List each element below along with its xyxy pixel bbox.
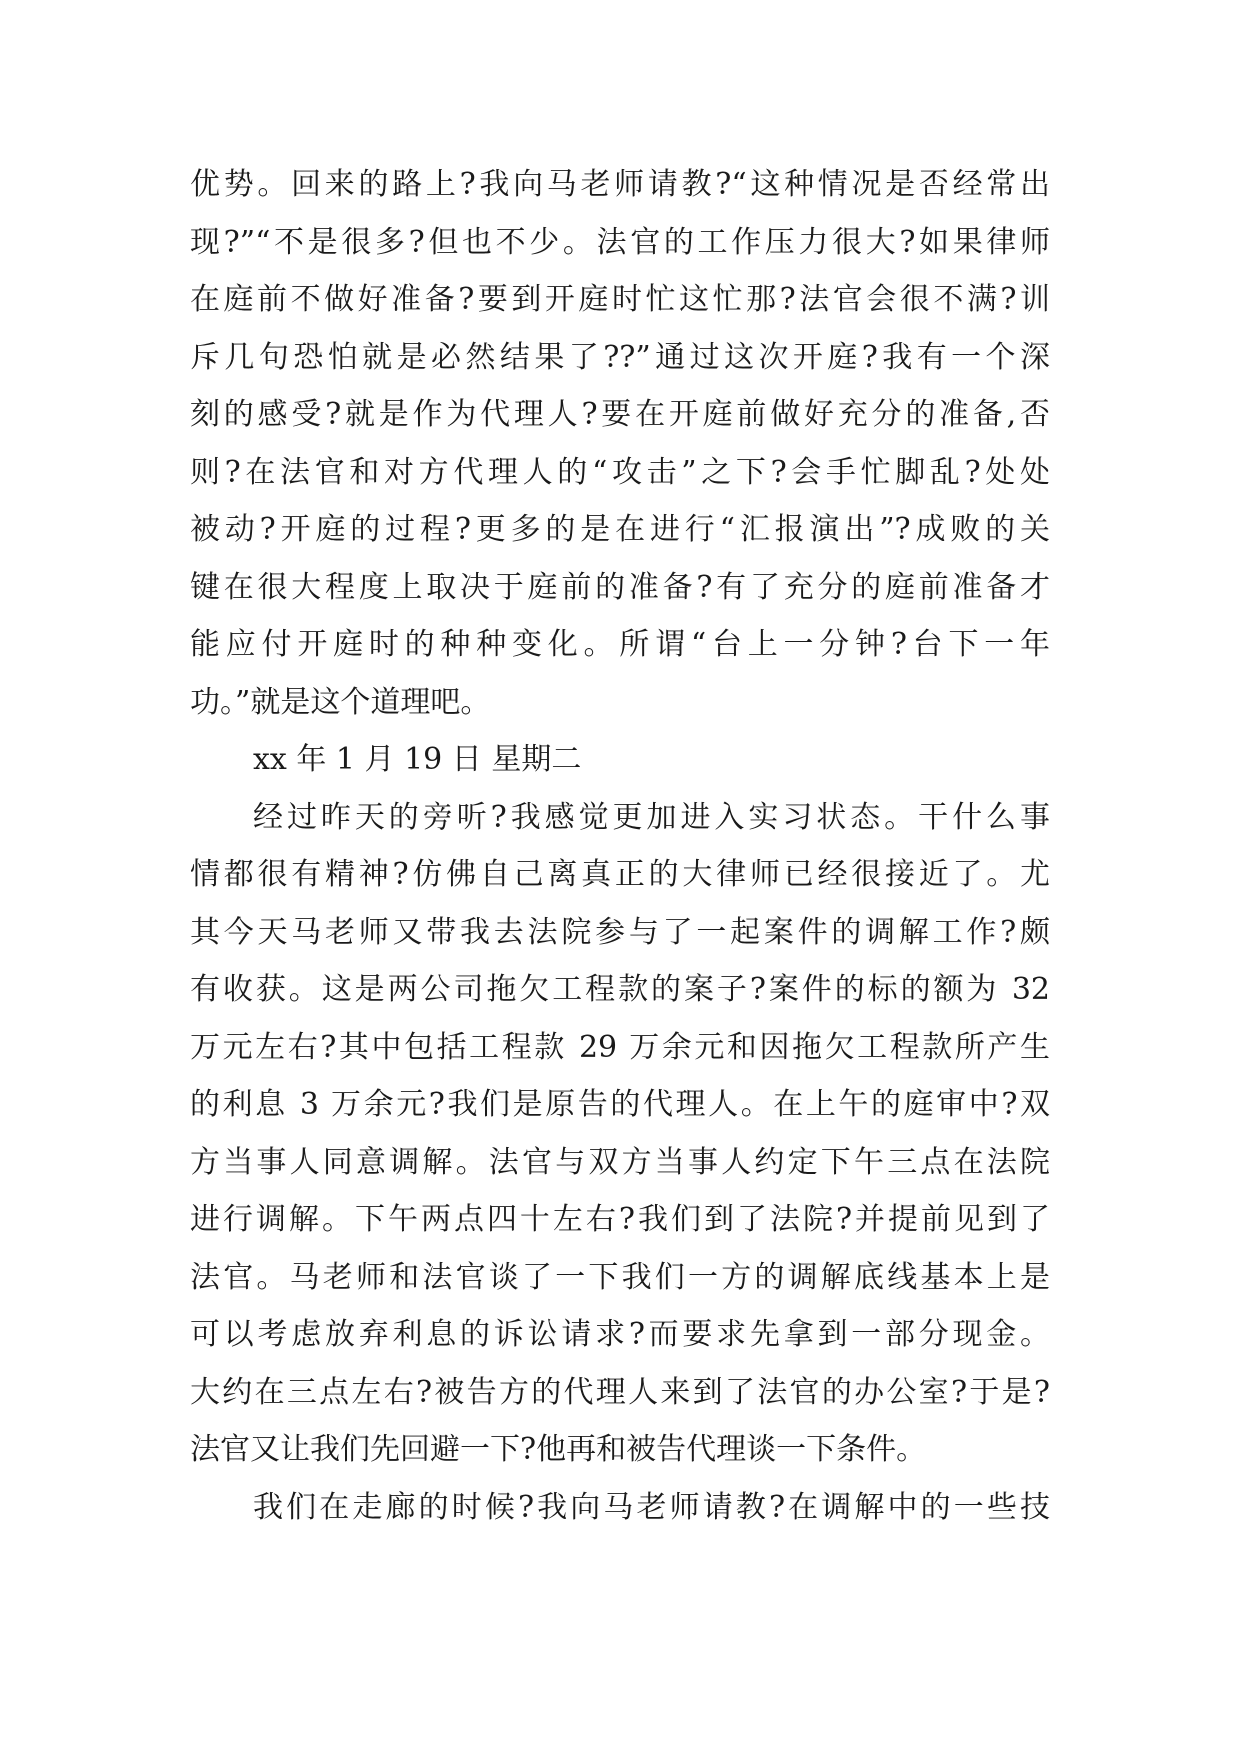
- document-body: [190, 156, 1050, 1536]
- text-line: 被动?开庭的过程?更多的是在进行“汇报演出”?成败的关: [190, 512, 1050, 547]
- text-line: 万元左右?其中包括工程款 29 万余元和因拖欠工程款所产生: [190, 1029, 1050, 1065]
- text-line: 可以考虑放弃利息的诉讼请求?而要求先拿到一部分现金。: [190, 1317, 1050, 1352]
- text-line: 在庭前不做好准备?要到开庭时忙这忙那?法官会很不满?训: [190, 282, 1050, 317]
- text-line: 情都很有精神?仿佛自己离真正的大律师已经很接近了。尤: [190, 857, 1050, 892]
- text-line: 进行调解。下午两点四十左右?我们到了法院?并提前见到了: [190, 1202, 1050, 1237]
- text-line: 大约在三点左右?被告方的代理人来到了法官的办公室?于是?: [190, 1374, 1050, 1410]
- text-line: 其今天马老师又带我去法院参与了一起案件的调解工作?颇: [190, 914, 1050, 950]
- text-line: 有收获。这是两公司拖欠工程款的案子?案件的标的额为 32: [190, 972, 1050, 1007]
- text-line: 功。”就是这个道理吧。: [190, 684, 491, 720]
- text-line: 方当事人同意调解。法官与双方当事人约定下午三点在法院: [190, 1144, 1050, 1180]
- text-line: 优势。回来的路上?我向马老师请教?“这种情况是否经常出: [190, 167, 1050, 202]
- text-line: 我们在走廊的时候?我向马老师请教?在调解中的一些技: [253, 1489, 1050, 1525]
- text-line: 现?”“不是很多?但也不少。法官的工作压力很大?如果律师: [190, 224, 1050, 260]
- text-line: 则?在法官和对方代理人的“攻击”之下?会手忙脚乱?处处: [190, 454, 1050, 490]
- text-line: 经过昨天的旁听?我感觉更加进入实习状态。干什么事: [253, 799, 1050, 835]
- text-line: 刻的感受?就是作为代理人?要在开庭前做好充分的准备,否: [190, 397, 1050, 432]
- text-line: 法官。马老师和法官谈了一下我们一方的调解底线基本上是: [190, 1259, 1050, 1295]
- text-line: 能应付开庭时的种种变化。所谓“台上一分钟?台下一年: [190, 627, 1050, 662]
- text-line: 键在很大程度上取决于庭前的准备?有了充分的庭前准备才: [190, 569, 1050, 605]
- text-line: 斥几句恐怕就是必然结果了??”通过这次开庭?我有一个深: [190, 339, 1050, 375]
- text-line: xx 年 1 月 19 日 星期二: [253, 742, 582, 777]
- text-line: 法官又让我们先回避一下?他再和被告代理谈一下条件。: [190, 1432, 927, 1467]
- text-line: 的利息 3 万余元?我们是原告的代理人。在上午的庭审中?双: [190, 1087, 1050, 1122]
